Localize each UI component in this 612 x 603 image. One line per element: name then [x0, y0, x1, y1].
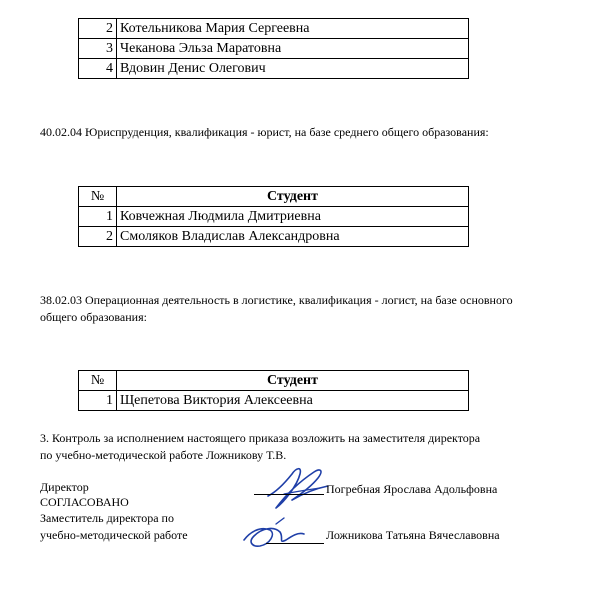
director-label: Директор: [40, 480, 89, 494]
director-name: Погребная Ярослава Адольфовна: [326, 482, 498, 496]
table-row: [79, 59, 469, 79]
specialty-heading-logistics: [40, 292, 602, 326]
order-item-3-line2: по учебно-методической работе Ложникову Т.В.: [40, 448, 287, 462]
student-name: Вдовин Денис Олегович: [117, 59, 469, 79]
deputy-signature-icon: [240, 514, 320, 554]
column-header-student: Студент: [117, 187, 469, 207]
specialty-heading-line2: общего образования:: [40, 310, 147, 324]
student-name: Котельникова Мария Сергеевна: [117, 19, 469, 39]
specialty-heading-jurisprudence: 40.02.04 Юриспруденция, квалификация - юрист, на базе среднего общего образования:: [40, 125, 489, 139]
deputy-label-line2: учебно-методической работе: [40, 528, 188, 542]
column-header-number: №: [79, 187, 117, 207]
row-number: 3: [79, 39, 117, 59]
director-signature-line: [254, 494, 324, 495]
deputy-signature-line: [266, 543, 324, 544]
column-header-student: Студент: [117, 371, 469, 391]
student-name: Ковчежная Людмила Дмитриевна: [117, 207, 469, 227]
students-table-3: [78, 370, 469, 411]
table-row: [79, 227, 469, 247]
column-header-number: №: [79, 371, 117, 391]
specialty-heading-line1: 38.02.03 Операционная деятельность в логистике, квалификация - логист, на базе основного: [40, 293, 513, 307]
student-name: Чеканова Эльза Маратовна: [117, 39, 469, 59]
order-item-3: [40, 430, 480, 464]
student-name: Щепетова Виктория Алексеевна: [117, 391, 469, 411]
deputy-name: Ложникова Татьяна Вячеславовна: [326, 528, 500, 542]
table-row: [79, 39, 469, 59]
order-item-3-line1: 3. Контроль за исполнением настоящего приказа возложить на заместителя директора: [40, 431, 481, 445]
deputy-label-line1: Заместитель директора по: [40, 511, 174, 525]
director-signature-icon: [262, 462, 332, 512]
table-header-row: [79, 187, 469, 207]
table-row: [79, 207, 469, 227]
students-table-2: [78, 186, 469, 247]
students-table-1: [78, 18, 469, 79]
agreed-label: СОГЛАСОВАНО: [40, 495, 129, 509]
table-row: [79, 391, 469, 411]
row-number: 2: [79, 19, 117, 39]
row-number: 1: [79, 391, 117, 411]
table-header-row: [79, 371, 469, 391]
table-row: [79, 19, 469, 39]
row-number: 2: [79, 227, 117, 247]
row-number: 1: [79, 207, 117, 227]
student-name: Смоляков Владислав Александровна: [117, 227, 469, 247]
row-number: 4: [79, 59, 117, 79]
deputy-label: [40, 510, 188, 544]
